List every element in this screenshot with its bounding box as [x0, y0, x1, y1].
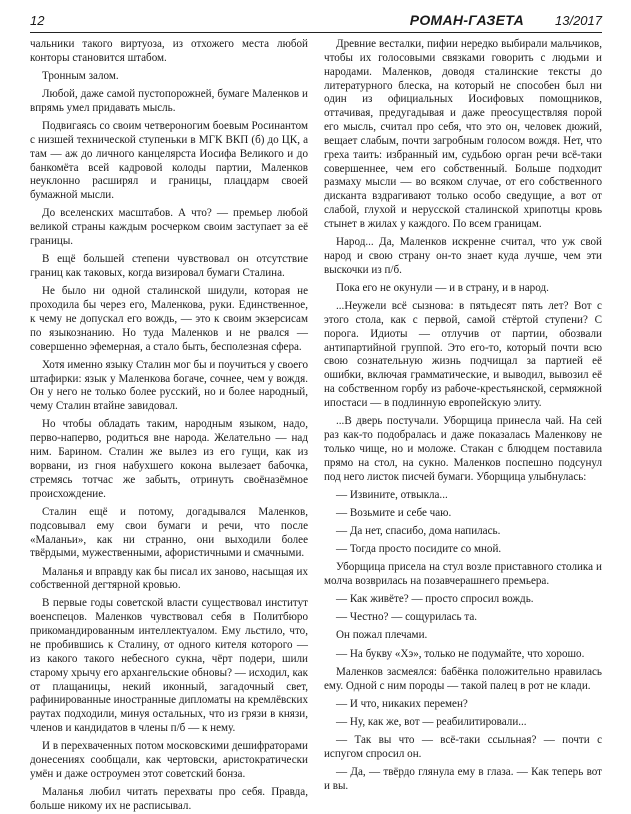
- paragraph: Подвигаясь со своим четвероногим боевым Росинантом с низшей технической ступеньки в МГК ВКП (б) до ЦК, а там — аж до личного канцелярста Иосифа Великого и до банкомёта всей кадровой колоды партии, Маленков неуклонно расширял и границы, плацдарм своей бумажной мысли.: [30, 120, 308, 202]
- left-column: [30, 38, 308, 812]
- magazine-title: РОМАН-ГАЗЕТА: [409, 12, 524, 28]
- paragraph: В первые годы советской власти существовал институт военспецов. Маленков чувствовал себя в Политбюро прикомандированным интеллектуалом. Ему льстило, что, не пробившись к Сталину, от одного кителя которого — из какого такого небесного сукна, чёрт подери, шили старому хрычу его архангельские обновы? — исходил, как от плащаницы, некий иконный, загадочный свет, рафинированные иностранные дипломаты на кремлёвских раутах подходили, минуя остальных, что из грязи в князи, членов и кандидатов в члены п/б — к нему.: [30, 597, 308, 735]
- paragraph: Он пожал плечами.: [336, 629, 428, 642]
- paragraph: ...Неужели всё сызнова: в пятьдесят пять лет? Вот с этого стола, как с первой, самой стёртой ступени? С порога. Идиоты — отлучив от партии, обозвали антипартийной группой. Это его-то, который почти всю свою сознательную жизнь подчищал за партией её ошибки, включая грамматические, и выводил, вывозил её на собственном горбу из рабоче-крестьянской, сермяжной ипостаси — в подлинную европейскую элиту.: [324, 300, 602, 409]
- paragraph: Тронным залом.: [42, 69, 119, 82]
- dialogue-line: — Извините, отвыкла...: [336, 488, 448, 501]
- paragraph: Не было ни одной сталинской шидули, которая не проходила бы через его, Маленкова, руки. Единственное, к чему не допускал его вождь, — это к своим экзерсисам по языкознанию. Но туда Маленков и не рвался — совершенно эфемерная, а стало быть, бесполезная сфера.: [30, 285, 308, 353]
- dialogue-line: — Как живёте? — просто спросил вождь.: [336, 593, 534, 606]
- paragraph: Маленков засмеялся: бабёнка положительно нравилась ему. Одной с ним породы — такой палец в рот не клади.: [324, 665, 602, 692]
- paragraph: Уборщица присела на стул возле приставного столика и молча возврилась на позавчерашнего премьера.: [324, 561, 602, 588]
- paragraph: Но чтобы обладать таким, народным языком, надо, перво-наперво, родиться вне народа. Желательно — над ним. Барином. Сталин же вылез из его гущи, как из ворвани, из гноя набухшего кокона вылезает бабочка, стремясь тотчас же забыть, отринуть своёназёмное происхождение.: [30, 418, 308, 500]
- paragraph: Маланья любил читать перехваты про себя. Правда, больше никому их не расписывал.: [30, 786, 308, 812]
- dialogue-line: — Да нет, спасибо, дома напилась.: [336, 524, 501, 537]
- page-header: [30, 10, 602, 33]
- page-number: 12: [30, 13, 45, 28]
- issue-number: 13/2017: [555, 13, 602, 28]
- paragraph: Хотя именно языку Сталин мог бы и поучиться у своего штафирки: язык у Маленкова богаче, сочнее, чем у вождя. Он у него не только более русский, но и более народный, чему Сталин втайне завидовал.: [30, 358, 308, 413]
- dialogue-line: — Тогда просто посидите со мной.: [336, 543, 502, 556]
- paragraph: Пока его не окунули — и в страну, и в народ.: [336, 281, 549, 294]
- paragraph: чальники такого виртуоза, из отхожего места любой конторы становится штабом.: [30, 38, 308, 64]
- dialogue-line: — Возьмите и себе чаю.: [336, 506, 452, 519]
- dialogue-line: — Да, — твёрдо глянула ему в глаза. — Как теперь вот и вы.: [324, 766, 602, 792]
- paragraph: И в перехваченных потом московскими дешифраторами донесениях сообщали, как чертовски, аристократически умён и даже остроумен этот советский бонза.: [30, 740, 308, 780]
- paragraph: Маланья и вправду как бы писал их заново, насыщая их собственной дегтярной кровью.: [30, 565, 308, 592]
- paragraph: В ещё большей степени чувствовал он отсутствие границ как таковых, когда визировал бумаги Сталина.: [30, 253, 308, 280]
- right-column: [324, 38, 602, 790]
- dialogue-line: — Ну, как же, вот — реабилитировали...: [336, 715, 527, 728]
- paragraph: ...В дверь постучали. Уборщица принесла чай. На сей раз как-то подобралась и даже показалась Маленкову не только чище, но и моложе. Стакан с блюдцем поставила прямо на стол, на сукно. Маленков поспешно подсунул под него листок писчей бумаги. Уборщица улыбнулась:: [324, 415, 602, 483]
- paragraph: Любой, даже самой пустопорожней, бумаге Маленков и впрямь умел придавать мысль.: [30, 88, 308, 114]
- dialogue-line: — И что, никаких перемен?: [336, 697, 468, 710]
- dialogue-line: — Так вы что — всё-таки ссыльная? — почти с испугом спросил он.: [324, 734, 602, 760]
- paragraph: Сталин ещё и потому, догадывался Маленков, подсовывал ему свои бумаги и речи, что после «Маланьи», как ни странно, они выходили более твёрдыми, мужественными, афористичными и смачными.: [30, 505, 308, 560]
- paragraph: Древние весталки, пифии нередко выбирали мальчиков, чтобы их голосовыми связками говорить с людьми и народами. Маленков, доводя сталинские тексты до литературного блеска, на который не способен был ни один из официальных Иосифовых помощников, оттачивая, предугадывая и даже преосуществляя порой его мысль, считал про себя, что это он, человек дюжий, вещает слабым, почти загробным голосом вождя. Нет, что греха таить: избранный им, судьбою орган речи всё-таки совершеннее, чем его собственный. Больше подходит размаху мысли — во всяком случае, от его собственного дисканта вздрагивают только особо сведущие, а вот от слабой, глухой и нерусской сталинской хрипотцы кровь стынет в жилах у каждого. По всем границам.: [324, 38, 602, 230]
- paragraph: До вселенских масштабов. А что? — премьер любой великой страны каждым росчерком своим заступает за её границы.: [30, 207, 308, 248]
- dialogue-line: — На букву «Хэ», только не подумайте, что хорошо.: [336, 647, 585, 660]
- dialogue-line: — Честно? — сощурилась та.: [336, 611, 478, 624]
- paragraph: Народ... Да, Маленков искренне считал, что уж свой народ и свою страну он-то знает куда лучше, чем эти выскочки из п/б.: [324, 236, 602, 276]
